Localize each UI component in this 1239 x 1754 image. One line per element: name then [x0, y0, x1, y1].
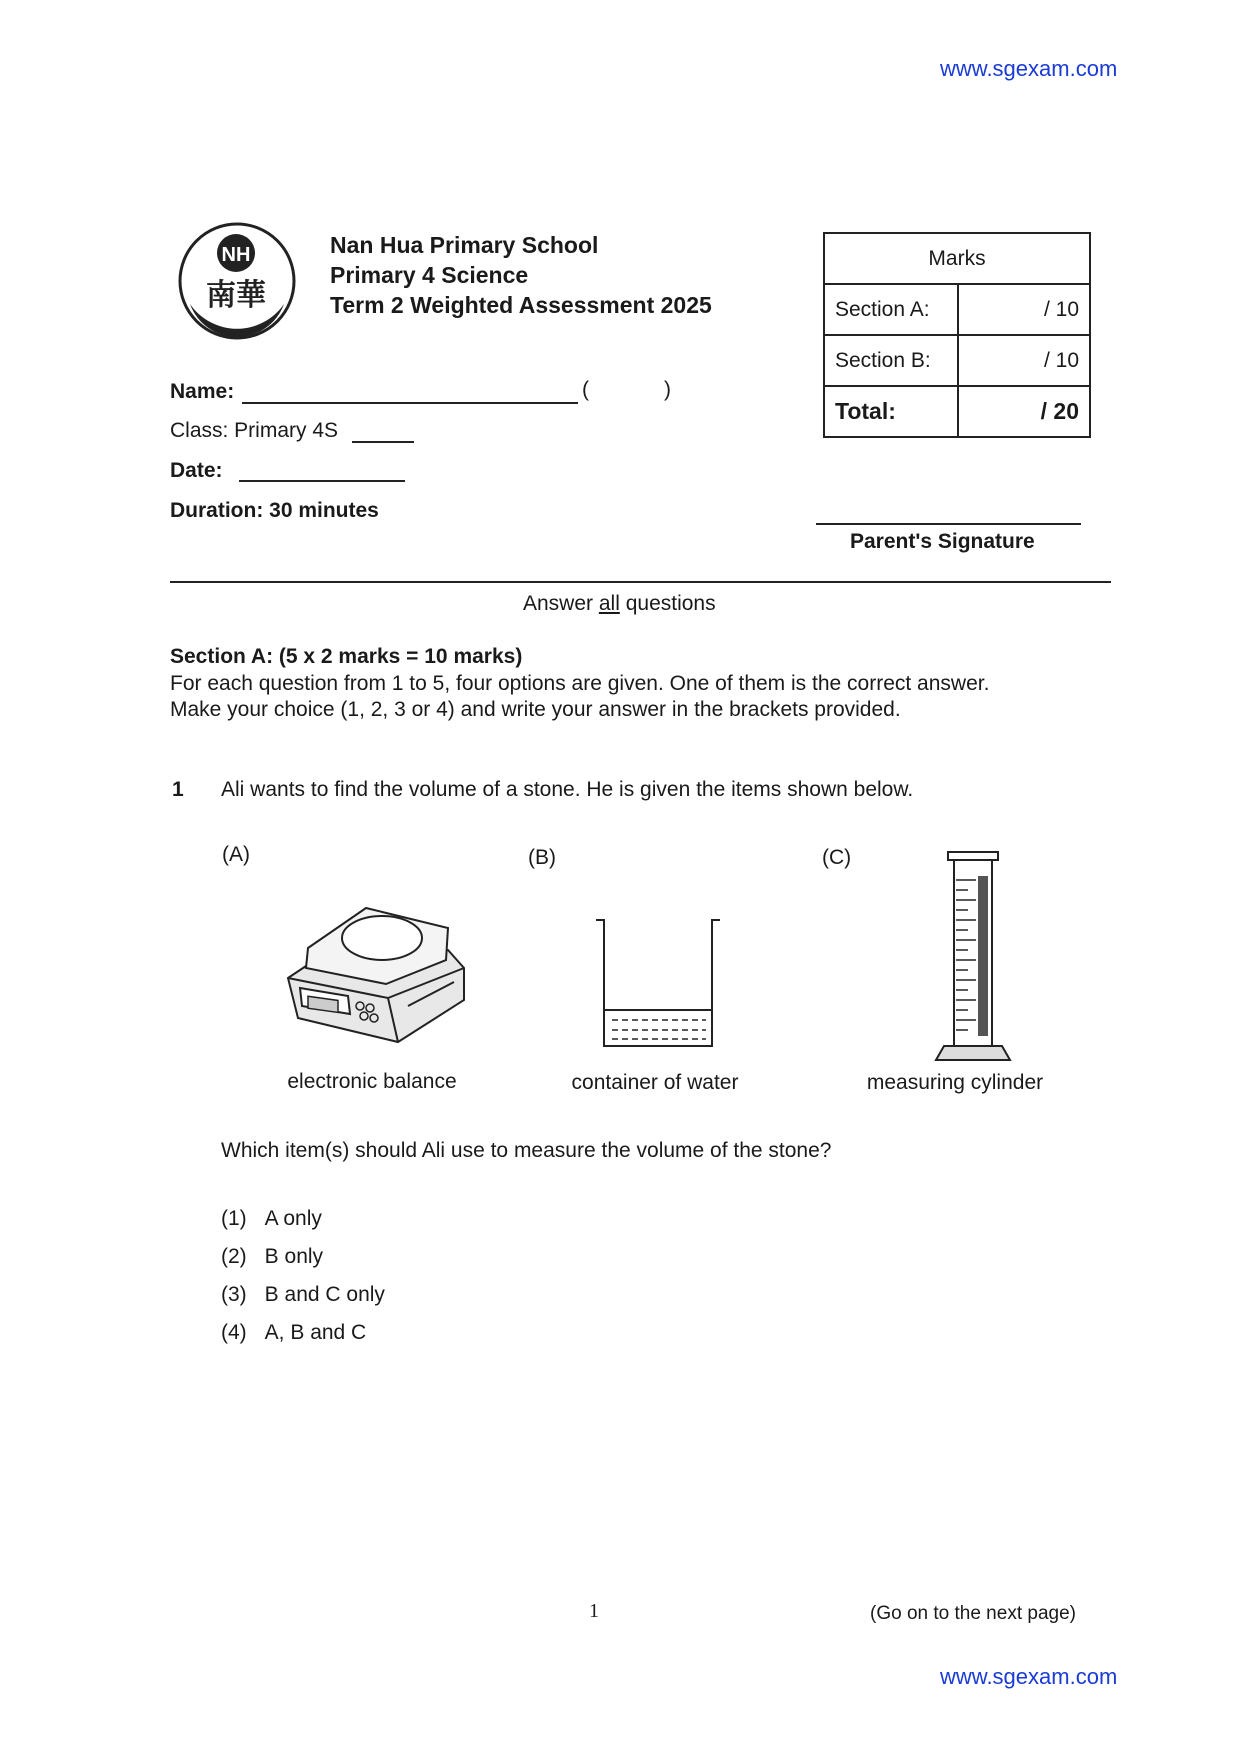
- question-number: 1: [172, 778, 184, 801]
- section-a-line2: Make your choice (1, 2, 3 or 4) and write your answer in the brackets provided.: [170, 698, 901, 721]
- instructions-pre: Answer: [523, 592, 599, 615]
- marks-label: Section B:: [824, 335, 958, 386]
- school-name: Nan Hua Primary School: [330, 232, 599, 258]
- watermark-url-top: www.sgexam.com: [940, 56, 1118, 81]
- item-tag-b: (B): [528, 846, 556, 869]
- section-a-title: Section A: (5 x 2 marks = 10 marks): [170, 645, 523, 668]
- class-line[interactable]: [352, 441, 414, 443]
- caption-a: electronic balance: [287, 1070, 457, 1093]
- option-text: B and C only: [264, 1283, 385, 1306]
- measuring-cylinder-image: [930, 850, 1016, 1066]
- water-container-image: [590, 918, 730, 1054]
- signature-line[interactable]: [816, 523, 1081, 525]
- option-number: (3): [221, 1283, 247, 1306]
- marks-table: [823, 232, 1091, 438]
- option-3[interactable]: [221, 1283, 385, 1307]
- marks-label: Section A:: [824, 284, 958, 335]
- item-tag-c: (C): [822, 846, 852, 869]
- logo-initials: NH: [221, 244, 251, 266]
- signature-label: Parent's Signature: [850, 530, 1035, 553]
- subject: Primary 4 Science: [330, 262, 529, 288]
- question-text: Ali wants to find the volume of a stone. He is given the items shown below.: [221, 778, 914, 801]
- name-line[interactable]: [242, 402, 578, 404]
- page-number: 1: [589, 1600, 599, 1622]
- watermark-url-bottom: www.sgexam.com: [940, 1664, 1118, 1689]
- marks-value: / 10: [958, 284, 1090, 335]
- option-number: (2): [221, 1245, 247, 1268]
- option-2[interactable]: [221, 1245, 323, 1269]
- option-4[interactable]: [221, 1321, 366, 1345]
- marks-header: Marks: [824, 233, 1090, 284]
- date-label: Date:: [170, 459, 223, 482]
- marks-value: / 10: [958, 335, 1090, 386]
- next-page-note: (Go on to the next page): [870, 1603, 1076, 1624]
- option-text: A only: [264, 1207, 322, 1230]
- caption-c: measuring cylinder: [866, 1071, 1044, 1094]
- option-1[interactable]: [221, 1207, 322, 1231]
- date-line[interactable]: [239, 480, 405, 482]
- marks-total-value: / 20: [958, 386, 1090, 437]
- class-label: Class: Primary 4S: [170, 419, 339, 442]
- instructions-post: questions: [619, 592, 716, 615]
- name-label: Name:: [170, 380, 235, 403]
- option-number: (1): [221, 1207, 247, 1230]
- logo-chinese: 南華: [206, 278, 266, 313]
- option-number: (4): [221, 1321, 247, 1344]
- option-text: A, B and C: [264, 1321, 367, 1344]
- bracket-close: ): [664, 378, 671, 401]
- school-logo: [176, 220, 298, 342]
- instructions-emph: all: [598, 592, 620, 615]
- item-tag-a: (A): [222, 843, 250, 866]
- assessment-title: Term 2 Weighted Assessment 2025: [330, 292, 712, 318]
- option-text: B only: [264, 1245, 324, 1268]
- caption-b: container of water: [571, 1071, 739, 1094]
- instructions: [523, 592, 716, 616]
- bracket-open: (: [582, 378, 589, 401]
- electronic-balance-image: [278, 888, 468, 1050]
- marks-total-label: Total:: [824, 386, 958, 437]
- header-divider: [170, 581, 1111, 583]
- question-prompt: Which item(s) should Ali use to measure the volume of the stone?: [221, 1139, 832, 1162]
- school-header: [330, 230, 712, 320]
- duration: Duration: 30 minutes: [170, 499, 379, 522]
- section-a-line1: For each question from 1 to 5, four options are given. One of them is the correct answer.: [170, 672, 990, 695]
